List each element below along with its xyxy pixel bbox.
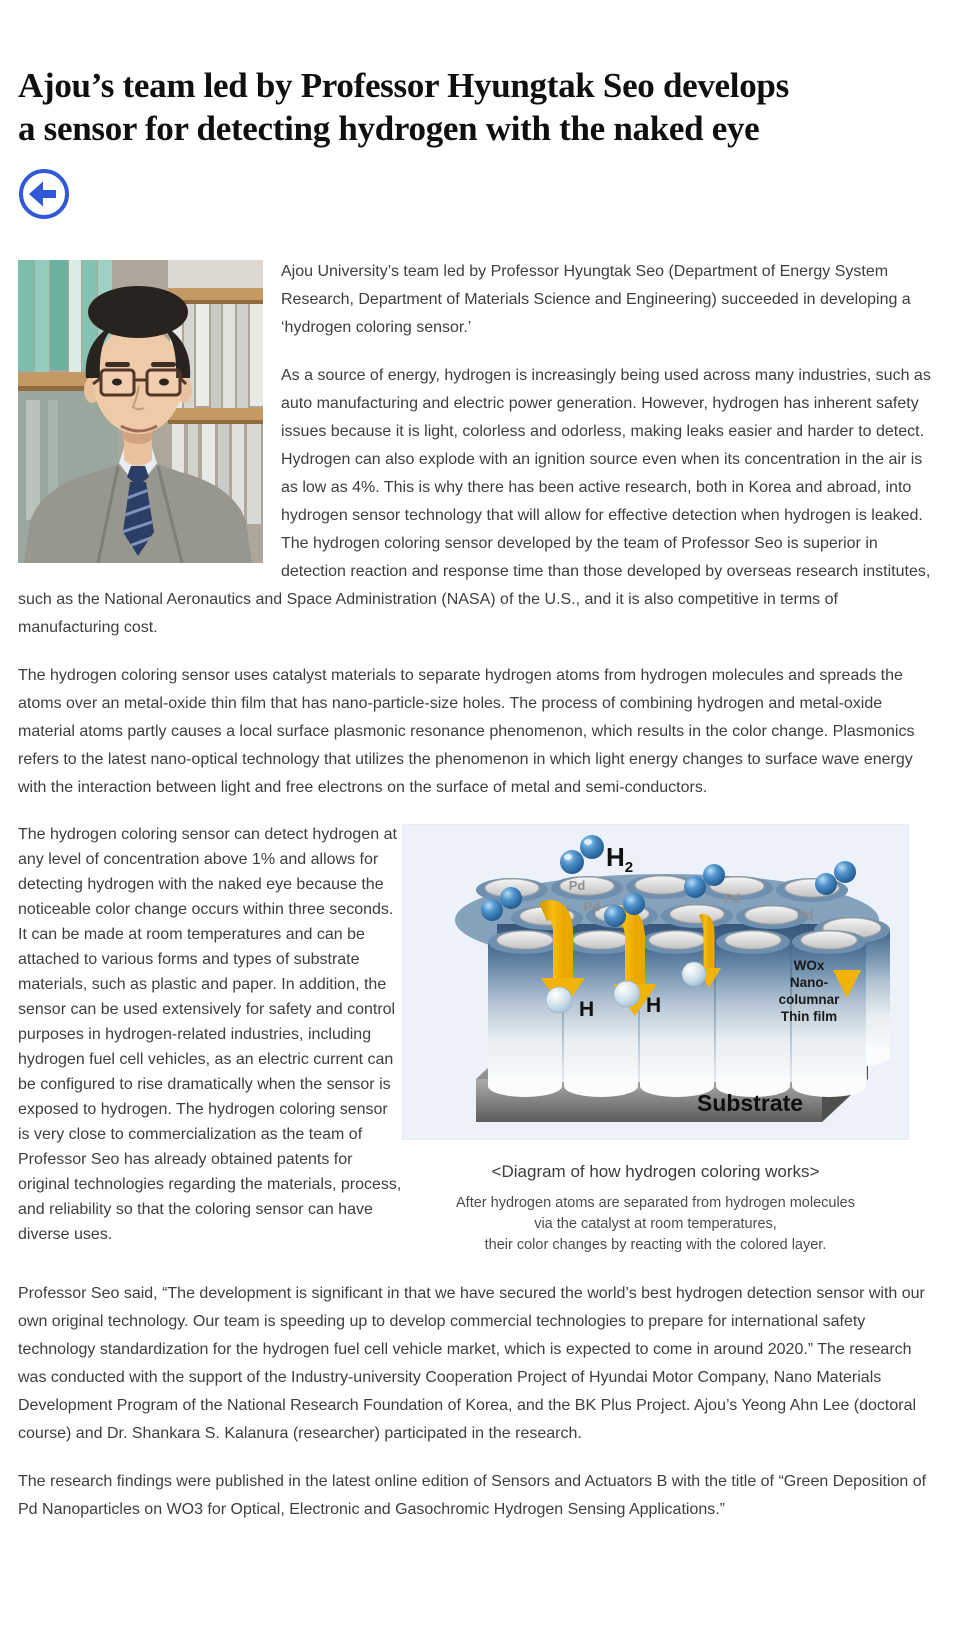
columns-section (18, 822, 942, 1256)
diagram-figure (402, 824, 942, 1256)
pd-label: Pd (583, 899, 601, 914)
page-title (18, 64, 942, 150)
figure-subcaption-line: After hydrogen atoms are separated from hydrogen molecules (456, 1195, 855, 1211)
svg-text:Thin film: Thin film (780, 1009, 838, 1024)
diagram-panel (402, 824, 909, 1140)
figure-subcaption-line: their color changes by reacting with the colored layer. (484, 1237, 827, 1253)
paragraph-publication: The research findings were published in the latest online edition of Sensors and Actuators B with the title of “Green Deposition of Pd Nanoparticles on WO3 for Optical, Electronic and Gasochromic Hydrogen Sensing Applications.” (18, 1473, 927, 1518)
figure-subcaption (402, 1193, 909, 1256)
figure-subcaption-line: via the catalyst at room temperatures, (534, 1216, 777, 1232)
page-title-line2: a sensor for detecting hydrogen with the naked eye (18, 109, 760, 148)
paragraph-capabilities: The hydrogen coloring sensor can detect hydrogen at any level of concentration above 1% and allows for detecting hydrogen with the naked eye because the noticeable color change occurs within three seconds. It can be made at room temperatures and can be attached to various forms and types of substrate materials, such as plastic and paper. In addition, the sensor can be used extensively for safety and control purposes in hydrogen-related industries, including hydrogen fuel cell vehicles, as an electric current can be configured to rise dramatically when the sensor is exposed to hydrogen. The hydrogen coloring sensor is very close to commercialization as the team of Professor Seo has already obtained patents for original technologies regarding the materials, process, and reliability so that the coloring sensor can have diverse uses. (18, 826, 402, 1243)
article-body (18, 258, 942, 1524)
svg-text:Nano-: Nano- (789, 975, 829, 990)
paragraph-background: As a source of energy, hydrogen is increasingly being used across many industries, such as auto manufacturing and electric power generation. However, hydrogen has inherent safety issues because it is light, colorless and odorless, making leaks easier and harder to detect. Hydrogen can also explode with an ignition source even when its concentration in the air is as low as 4%. This is why there has been active research, both in Korea and abroad, into hydrogen sensor technology that will allow for effective detection when hydrogen is leaked. The hydrogen coloring sensor developed by the team of Professor Seo is superior in detection reaction and response time than those developed by overseas research institutes, such as the National Aeronautics and Space Administration (NASA) of the U.S., and it is also competitive in terms of manufacturing cost. (18, 367, 931, 636)
arrow-left-circle-icon (18, 168, 70, 220)
page-title-line1: Ajou’s team led by Professor Hyungtak Seo develops (18, 66, 789, 105)
h-atom-label: H (646, 994, 662, 1017)
h-atom-label: H (579, 998, 595, 1021)
svg-text:columnar: columnar (778, 992, 840, 1007)
pd-label: Pd (723, 891, 741, 906)
figure-caption: <Diagram of how hydrogen coloring works> (491, 1162, 820, 1181)
svg-text:WOx: WOx (793, 958, 825, 973)
back-button[interactable] (18, 168, 70, 220)
paragraph-quote: Professor Seo said, “The development is significant in that we have secured the world’s best hydrogen detection sensor with our own original technology. Our team is speeding up to develop commercial technologies to prepare for international safety technology standardization for the hydrogen fuel cell vehicle market, which is expected to come in around 2020.” The research was conducted with the support of the Industry-university Cooperation Project of Hyundai Motor Company, Nano Materials Development Program of the National Research Foundation of Korea, and the BK Plus Project. Ajou’s Yeong Ahn Lee (doctoral course) and Dr. Shankara S. Kalanura (researcher) participated in the research. (18, 1285, 925, 1442)
pd-label: Pd (568, 878, 586, 893)
substrate-label: Substrate (696, 1090, 804, 1116)
pd-label: Pd (796, 908, 814, 923)
paragraph-intro: Ajou University’s team led by Professor Hyungtak Seo (Department of Energy System Research, Department of Materials Science and Engineering) succeeded in developing a ‘hydrogen coloring sensor.’ (281, 263, 911, 336)
professor-photo (18, 260, 263, 563)
h2-label: H2 (606, 842, 634, 876)
paragraph-mechanism: The hydrogen coloring sensor uses catalyst materials to separate hydrogen atoms from hydrogen molecules and spreads the atoms over an metal-oxide thin film that has nano-particle-size holes. The process of combining hydrogen and metal-oxide material atoms partly causes a local surface plasmonic resonance phenomenon, which results in the color change. Plasmonics refers to the latest nano-optical technology that utilizes the phenomenon in which light energy changes to surface wave energy with the interaction between light and free electrons on the surface of metal and semi-conductors. (18, 667, 915, 796)
